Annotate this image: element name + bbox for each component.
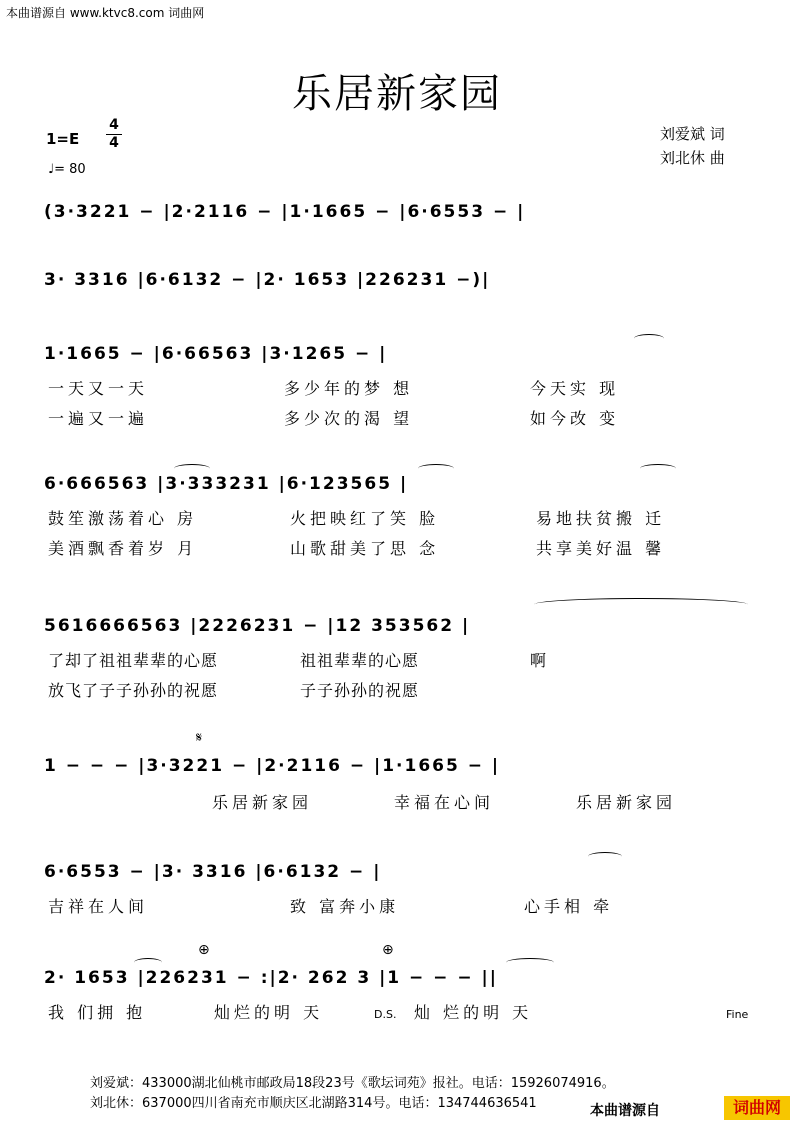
watermark-bottom-left: 本曲谱源自 <box>588 1100 662 1120</box>
lyric: 心手相 牵 <box>524 897 614 916</box>
fine-label: Fine <box>726 1008 749 1021</box>
segno-icon: 𝄋 <box>196 730 203 746</box>
lyric-v1: 今天实 现 <box>530 379 620 398</box>
watermark-top: 本曲谱源自 www.ktvc8.com 词曲网 <box>6 6 205 20</box>
notes-line: 1 − − − |3·3221 − |2·2116 − |1·1665 − | <box>44 756 501 776</box>
lyric: 致 富奔小康 <box>290 897 400 916</box>
lyric-v2: 一遍又一遍 <box>48 409 149 428</box>
time-sig-top: 4 <box>109 117 119 133</box>
notes-line: (3·3221 − |2·2116 − |1·1665 − |6·6553 − | <box>44 202 526 222</box>
notes-line: 5616666563 |2226231 − |12 353562 | <box>44 616 471 636</box>
credits <box>660 122 725 170</box>
lyricist: 刘爱斌 词 <box>660 125 725 143</box>
lyric: 灿烂的明 天 <box>214 1003 324 1022</box>
notes-line: 6·6553 − |3· 3316 |6·6132 − | <box>44 862 382 882</box>
page-title: 乐居新家园 <box>292 71 502 117</box>
composer: 刘北休 曲 <box>660 149 725 167</box>
time-signature <box>106 118 122 151</box>
notes-line: 6·666563 |3·333231 |6·123565 | <box>44 474 409 494</box>
quarter-note-icon: ♩ <box>48 162 55 177</box>
lyric: 我 们拥 抱 <box>48 1003 147 1022</box>
lyric-v2: 共享美好温 馨 <box>536 539 666 558</box>
coda-icon: ⊕ <box>198 942 210 958</box>
tempo-value: = 80 <box>54 162 86 177</box>
tempo-mark <box>48 162 86 177</box>
lyric-v1: 祖祖辈辈的心愿 <box>300 651 420 670</box>
ds-label: D.S. <box>374 1008 397 1021</box>
lyric-v1: 啊 <box>530 651 551 670</box>
footer-line-2: 刘北休：637000四川省南充市顺庆区北湖路314号。电话：134744636541 <box>90 1096 537 1111</box>
lyric-v2: 美酒飘香着岁 月 <box>48 539 198 558</box>
coda-icon: ⊕ <box>382 942 394 958</box>
notes-line: 1·1665 − |6·66563 |3·1265 − | <box>44 344 388 364</box>
lyric: 灿 烂的明 天 <box>414 1003 533 1022</box>
notes-line: 3· 3316 |6·6132 − |2· 1653 |226231 −)| <box>44 270 491 290</box>
lyric-v2: 如今改 变 <box>530 409 620 428</box>
lyric-v2: 多少次的渴 望 <box>284 409 414 428</box>
lyric: 乐居新家园 <box>212 793 313 812</box>
lyric: 吉祥在人间 <box>48 897 149 916</box>
notes-line: 2· 1653 |226231 − :|2· 262 3 |1 − − − || <box>44 968 498 988</box>
lyric-v1: 多少年的梦 想 <box>284 379 414 398</box>
lyric-v2: 子子孙孙的祝愿 <box>300 681 420 700</box>
key-signature: 1=E <box>46 130 80 148</box>
lyric-v1: 易地扶贫搬 迁 <box>536 509 666 528</box>
lyric-v2: 放飞了子子孙孙的祝愿 <box>48 681 219 700</box>
lyric: 幸福在心间 <box>394 793 495 812</box>
lyric-v1: 火把映红了笑 脸 <box>290 509 440 528</box>
lyric-v2: 山歌甜美了思 念 <box>290 539 440 558</box>
lyric: 乐居新家园 <box>576 793 677 812</box>
time-sig-bottom: 4 <box>109 135 119 151</box>
lyric-v1: 鼓笙激荡着心 房 <box>48 509 198 528</box>
lyric-v1: 了却了祖祖辈辈的心愿 <box>48 651 219 670</box>
watermark-bottom-right: 词曲网 <box>724 1096 790 1120</box>
footer-line-1: 刘爱斌：433000湖北仙桃市邮政局18段23号《歌坛词苑》报社。电话：15926074916。 <box>90 1076 615 1091</box>
lyric-v1: 一天又一天 <box>48 379 149 398</box>
